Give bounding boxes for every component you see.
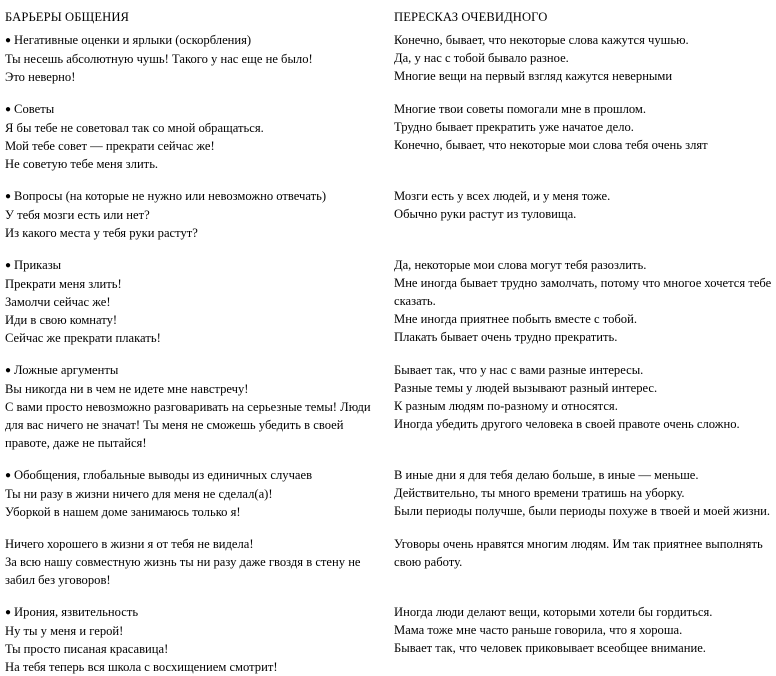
right-column-blocks: [394, 31, 776, 657]
text-line: Конечно, бывает, что некоторые мои слова тебя очень злят: [394, 138, 708, 152]
text-block: [394, 31, 776, 85]
block-heading: [5, 361, 390, 380]
text-block: [5, 603, 390, 676]
text-block: [394, 603, 776, 657]
text-block: [5, 466, 390, 521]
text-line: Из какого места у тебя руки растут?: [5, 226, 198, 240]
text-line: Я бы тебе не советовал так со мной обращаться.: [5, 121, 264, 135]
text-line: Мне иногда приятнее побыть вместе с тобой.: [394, 312, 637, 326]
text-line: Ты ни разу в жизни ничего для меня не сделал(а)!: [5, 487, 273, 501]
text-line: Ничего хорошего в жизни я от тебя не видела!: [5, 537, 254, 551]
block-heading-label: Приказы: [14, 258, 62, 272]
block-heading-label: Обобщения, глобальные выводы из единичных случаев: [14, 468, 313, 482]
text-block: [394, 361, 776, 433]
text-line: У тебя мозги есть или нет?: [5, 208, 150, 222]
text-block: [5, 187, 390, 242]
text-block: [5, 256, 390, 347]
block-heading-label: Ирония, язвительность: [14, 605, 139, 619]
text-line: Да, некоторые мои слова могут тебя разозлить.: [394, 258, 647, 272]
text-line: Это неверно!: [5, 70, 76, 84]
text-line: Уговоры очень нравятся многим людям. Им так приятнее выполнять свою работу.: [394, 537, 763, 569]
left-column-title: БАРЬЕРЫ ОБЩЕНИЯ: [5, 10, 130, 24]
text-line: Действительно, ты много времени тратишь на уборку.: [394, 486, 685, 500]
block-heading: [5, 31, 390, 50]
text-line: Иногда люди делают вещи, которыми хотели бы гордиться.: [394, 605, 713, 619]
text-line: На тебя теперь вся школа с восхищением смотрит!: [5, 660, 278, 674]
text-line: Прекрати меня злить!: [5, 277, 122, 291]
text-block: [394, 256, 776, 346]
text-line: Не советую тебе меня злить.: [5, 157, 159, 171]
bullet-icon: ●: [5, 365, 12, 376]
text-line: Мой тебе совет — прекрати сейчас же!: [5, 139, 215, 153]
block-heading-label: Советы: [14, 102, 55, 116]
block-heading: [5, 256, 390, 275]
text-line: Обычно руки растут из туловища.: [394, 207, 577, 221]
block-heading-label: Негативные оценки и ярлыки (оскорбления): [14, 33, 252, 47]
text-line: Плакать бывает очень трудно прекратить.: [394, 330, 618, 344]
bullet-icon: ●: [5, 104, 12, 115]
block-heading: [5, 187, 390, 206]
bullet-icon: ●: [5, 470, 12, 481]
bullet-icon: ●: [5, 607, 12, 618]
text-line: Сейчас же прекрати плакать!: [5, 331, 161, 345]
text-line: Многие твои советы помогали мне в прошлом.: [394, 102, 647, 116]
text-line: Вы никогда ни в чем не идете мне навстречу!: [5, 382, 249, 396]
text-line: Мама тоже мне часто раньше говорила, что я хороша.: [394, 623, 683, 637]
text-line: За всю нашу совместную жизнь ты ни разу даже гвоздя в стену не забил без уговоров!: [5, 555, 361, 587]
text-line: Были периоды получше, были периоды похуже в твоей и моей жизни.: [394, 504, 771, 518]
text-line: Ты просто писаная красавица!: [5, 642, 169, 656]
bullet-icon: ●: [5, 260, 12, 271]
text-line: К разным людям по-разному и относятся.: [394, 399, 618, 413]
text-block: [5, 100, 390, 173]
text-line: Уборкой в нашем доме занимаюсь только я!: [5, 505, 241, 519]
right-column-title: ПЕРЕСКАЗ ОЧЕВИДНОГО: [394, 10, 548, 24]
text-line: Иногда убедить другого человека в своей правоте очень сложно.: [394, 417, 740, 431]
text-line: Бывает так, что у нас с вами разные интересы.: [394, 363, 644, 377]
text-line: С вами просто невозможно разговаривать на серьезные темы! Люди для вас ничего не значат! Ты меня не сможешь убедить в своей правоте, даже не пытайся!: [5, 400, 371, 450]
text-line: Ты несешь абсолютную чушь! Такого у нас еще не было!: [5, 52, 313, 66]
text-block: [394, 100, 776, 154]
text-line: Замолчи сейчас же!: [5, 295, 111, 309]
text-line: Конечно, бывает, что некоторые слова кажутся чушью.: [394, 33, 689, 47]
text-block: [5, 361, 390, 452]
text-line: Ну ты у меня и герой!: [5, 624, 124, 638]
text-line: Трудно бывает прекратить уже начатое дело.: [394, 120, 634, 134]
block-heading: [5, 100, 390, 119]
block-heading: [5, 466, 390, 485]
text-block: [394, 187, 776, 223]
text-line: Да, у нас с тобой бывало разное.: [394, 51, 569, 65]
text-line: Бывает так, что человек приковывает всеобщее внимание.: [394, 641, 706, 655]
text-block: [5, 535, 390, 589]
text-block: [394, 535, 776, 571]
bullet-icon: ●: [5, 35, 12, 46]
text-line: Иди в свою комнату!: [5, 313, 118, 327]
text-block: [5, 31, 390, 86]
bullet-icon: ●: [5, 191, 12, 202]
text-line: Многие вещи на первый взгляд кажутся неверными: [394, 69, 673, 83]
block-heading-label: Вопросы (на которые не нужно или невозможно отвечать): [14, 189, 327, 203]
text-line: Разные темы у людей вызывают разный интерес.: [394, 381, 658, 395]
left-column: [5, 8, 390, 676]
text-block: [394, 466, 776, 520]
text-line: Мне иногда бывает трудно замолчать, потому что многое хочется тебе сказать.: [394, 276, 772, 308]
text-line: В иные дни я для тебя делаю больше, в иные — меньше.: [394, 468, 699, 482]
right-column: [394, 8, 776, 657]
block-heading: [5, 603, 390, 622]
left-column-blocks: [5, 31, 390, 676]
text-line: Мозги есть у всех людей, и у меня тоже.: [394, 189, 611, 203]
block-heading-label: Ложные аргументы: [14, 363, 119, 377]
